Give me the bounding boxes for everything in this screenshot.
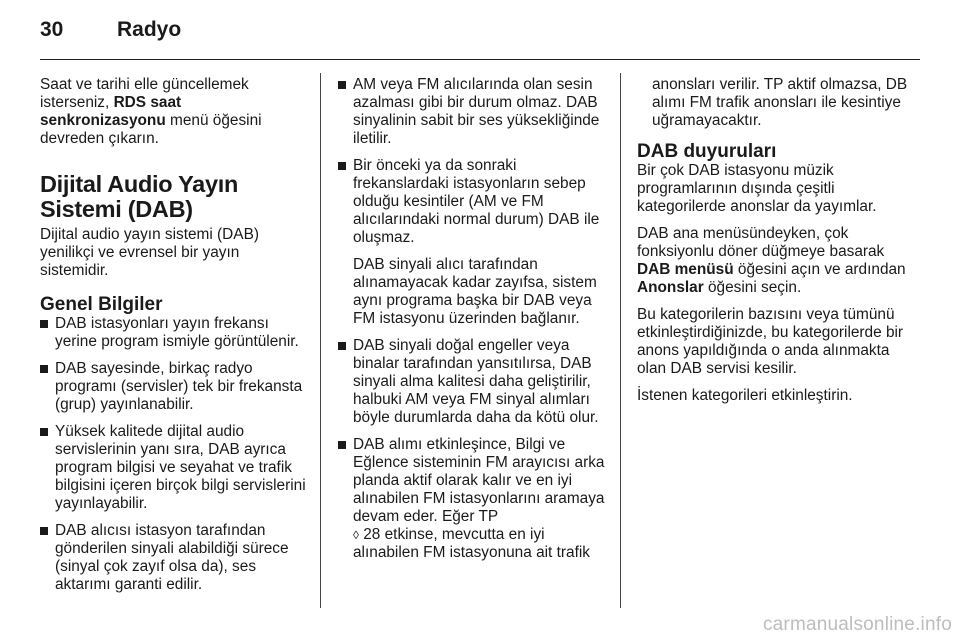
- dab-description: Dijital audio yayın sistemi (DAB) yenilikçi ve evrensel bir yayın sistemidir.: [40, 226, 259, 279]
- list-item-continuation: DAB sinyali alıcı tarafından alınamayacak kadar zayıfsa, sistem aynı programa başka bir DAB veya FM istasyonu üzerinden bağlanır.: [353, 256, 597, 327]
- list-item: Yüksek kalitede dijital audio servislerinin yanı sıra, DAB ayrıca program bilgisi ve seyahat ve trafik bilgisini içeren birçok bilgi servislerini yayınlayabilir.: [40, 423, 310, 513]
- intro-paragraph: Saat ve tarihi elle güncellemek isterseniz, RDS saat senkronizasyonu menü öğesini devreden çıkarın.: [40, 76, 262, 147]
- bullet-icon: [40, 527, 48, 535]
- dab-announcements-heading: DAB duyuruları: [637, 141, 777, 162]
- bullet-icon: [338, 81, 346, 89]
- header-rule: [40, 59, 920, 60]
- continued-paragraph: anonsları verilir. TP aktif olmazsa, DB alımı FM trafik anonsları ile kesintiye uğramayacaktır.: [652, 76, 908, 129]
- column-3: [637, 76, 915, 414]
- list-item: DAB sinyali doğal engeller veya binalar tarafından yansıtılırsa, DAB sinyali alma kalitesi daha geliştirilir, halbuki AM veya FM sinyal alımları böyle durumlarda daha da kötü olur.: [338, 337, 606, 427]
- column-divider-1: [320, 73, 321, 608]
- bullet-icon: [40, 428, 48, 436]
- rds-setting-name: RDS saat senkronizasyonu: [40, 94, 182, 129]
- dab-menu-name: DAB menüsü: [637, 261, 734, 278]
- dab-features-list: [338, 76, 606, 247]
- page-reference-arrow-icon: ◊: [353, 528, 359, 542]
- bullet-icon: [338, 162, 346, 170]
- watermark: carmanualsonline.info: [762, 614, 952, 635]
- bullet-icon: [338, 441, 346, 449]
- list-item: DAB alıcısı istasyon tarafından gönderilen sinyali alabildiği sürece (sinyal çok zayıf olsa da), ses aktarımı garanti edilir.: [40, 522, 310, 594]
- list-item: AM veya FM alıcılarında olan sesin azalması gibi bir durum olmaz. DAB sinyalinin sabit bir ses yüksekliğinde iletilir.: [338, 76, 606, 148]
- general-info-heading: Genel Bilgiler: [40, 294, 163, 315]
- bullet-icon: [40, 320, 48, 328]
- column-divider-2: [620, 73, 621, 608]
- list-item: Bir önceki ya da sonraki frekanslardaki istasyonların sebep olduğu kesintiler (AM ve FM alıcılarındaki normal durum) DAB ile oluşmaz.: [338, 157, 606, 247]
- announcements-paragraph-1: Bir çok DAB istasyonu müzik programlarının dışında çeşitli kategorilerde anonslar da yayımlar.: [637, 162, 877, 215]
- announcements-paragraph-4: İstenen kategorileri etkinleştirin.: [637, 387, 853, 404]
- page-header: [40, 18, 920, 48]
- dab-features-list-2: [338, 337, 606, 562]
- announcements-paragraph-3: Bu kategorilerin bazısını veya tümünü etkinleştirdiğinizde, bu kategorilerde bir anons yapıldığında o anda alınmakta olan DAB servisi kesilir.: [637, 306, 904, 377]
- bullet-icon: [338, 342, 346, 350]
- announcements-menu-name: Anonslar: [637, 279, 704, 296]
- list-item: DAB sayesinde, birkaç radyo programı (servisler) tek bir frekansta (grup) yayınlanabilir.: [40, 360, 310, 414]
- column-2: [338, 76, 606, 571]
- general-info-list: [40, 315, 310, 594]
- list-item: DAB istasyonları yayın frekansı yerine program ismiyle görüntülenir.: [40, 315, 310, 351]
- page-reference: 28 etkinse, mevcutta en iyi alınabilen FM istasyonuna ait trafik: [353, 526, 590, 561]
- section-title: Radyo: [117, 18, 182, 41]
- dab-heading: Dijital Audio Yayın Sistemi (DAB): [40, 171, 239, 222]
- list-item: DAB alımı etkinleşince, Bilgi ve Eğlence sisteminin FM arayıcısı arka planda aktif olarak kalır ve en iyi alınabilen FM istasyonlarını aramaya devam eder. Eğer TP ◊ 28 etkinse, mevcutta en iyi alınabilen FM istasyonuna ait trafik: [338, 436, 606, 562]
- column-1: [40, 76, 310, 603]
- announcements-paragraph-2: DAB ana menüsündeyken, çok fonksiyonlu döner düğmeye basarak DAB menüsü öğesini açın ve ardından Anonslar öğesini seçin.: [637, 225, 906, 296]
- bullet-icon: [40, 365, 48, 373]
- page-number: 30: [40, 18, 64, 41]
